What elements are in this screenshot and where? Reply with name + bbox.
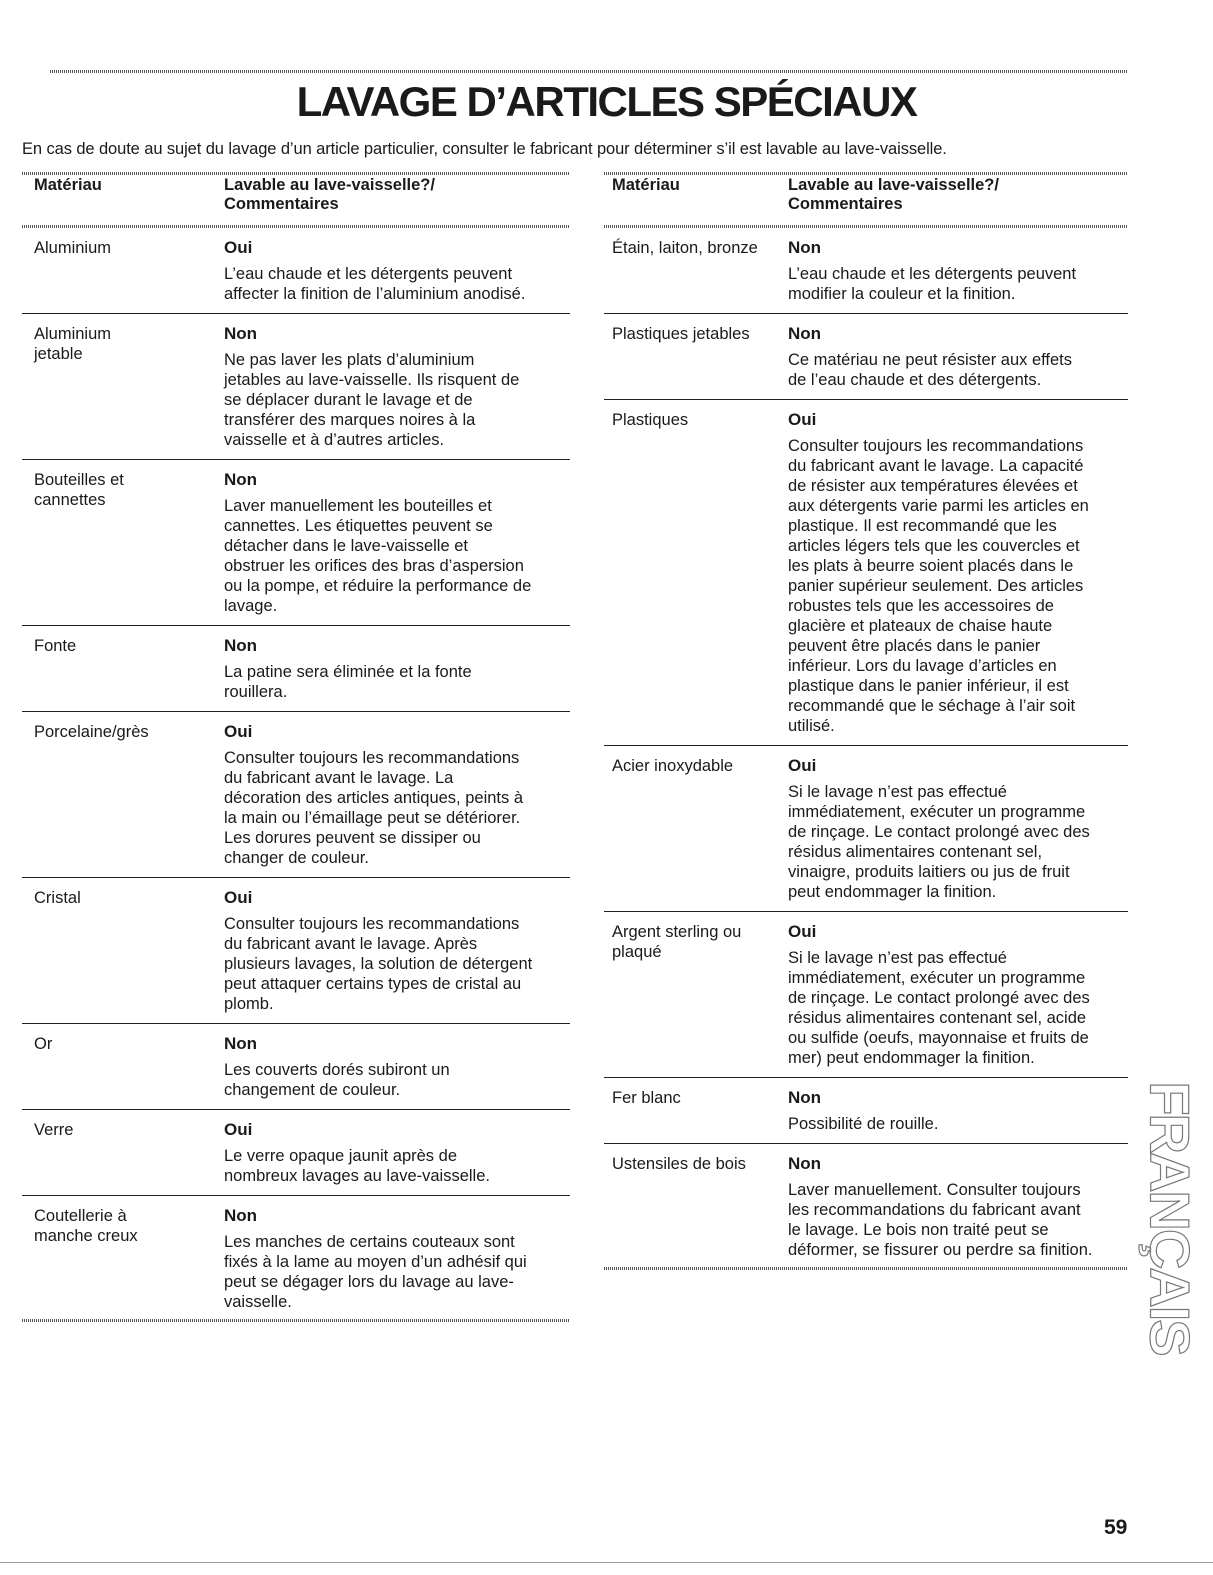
- comment-line: immédiatement, exécuter un programme: [788, 803, 1086, 821]
- bottom-rule: [0, 1562, 1213, 1563]
- comment-line: les plats à beurre soient placés dans le: [788, 557, 1074, 575]
- table-row: [22, 712, 570, 878]
- comment-line: de rinçage. Le contact prolongé avec des: [788, 823, 1090, 841]
- dishwasher-safe-verdict: Oui: [224, 888, 253, 907]
- comment-line: Consulter toujours les recommandations: [224, 749, 520, 767]
- comment-line: de résister aux températures élevées et: [788, 477, 1078, 495]
- table-row: [604, 912, 1128, 1078]
- material-name: [34, 238, 111, 258]
- comment-text: [224, 496, 531, 616]
- table-row: [22, 1024, 570, 1110]
- comment-line: lavage.: [224, 597, 278, 615]
- comment-text: [224, 914, 532, 1014]
- comment-line: jetables au lave-vaisselle. Ils risquent de: [224, 371, 520, 389]
- material-name-line: Fonte: [34, 637, 77, 655]
- comment-line: peut se dégager lors du lavage au lave-: [224, 1273, 514, 1291]
- header-dishwasher-safe-line: Lavable au lave-vaisselle?/: [788, 176, 999, 194]
- comment-line: transférer des marques noires à la: [224, 411, 476, 429]
- dishwasher-safe-verdict: Oui: [788, 756, 817, 775]
- material-name-line: Cristal: [34, 889, 81, 907]
- comment-line: Consulter toujours les recommandations: [788, 437, 1084, 455]
- comment-line: recommandé que le séchage à l’air soit: [788, 697, 1076, 715]
- material-name: [612, 1088, 681, 1108]
- comment-text: [788, 436, 1089, 736]
- comment-line: changer de couleur.: [224, 849, 369, 867]
- comment-line: cannettes. Les étiquettes peuvent se: [224, 517, 493, 535]
- header-comments-line: Commentaires: [788, 195, 903, 213]
- comment-line: vaisselle.: [224, 1293, 292, 1311]
- comment-text: [224, 1060, 450, 1100]
- comment-line: nombreux lavages au lave-vaisselle.: [224, 1167, 490, 1185]
- comment-line: utilisé.: [788, 717, 835, 735]
- dishwasher-safe-verdict: Oui: [224, 238, 253, 257]
- comment-line: fixés à la lame au moyen d’un adhésif qui: [224, 1253, 527, 1271]
- comment-line: Si le lavage n’est pas effectué: [788, 783, 1007, 801]
- dishwasher-safe-verdict: Oui: [224, 1120, 253, 1139]
- comment-line: obstruer les orifices des bras d’aspersion: [224, 557, 524, 575]
- table-row: [22, 626, 570, 712]
- materials-table-left: [22, 172, 570, 1322]
- comment-line: ou sulfide (oeufs, mayonnaise et fruits de: [788, 1029, 1089, 1047]
- material-name: [34, 1034, 52, 1054]
- material-name-line: Aluminium: [34, 325, 112, 343]
- material-name: [34, 636, 76, 656]
- comment-line: du fabricant avant le lavage. La: [224, 769, 454, 787]
- header-dishwasher-safe: [224, 176, 435, 214]
- comment-line: plomb.: [224, 995, 274, 1013]
- material-name: [612, 324, 750, 344]
- comment-line: les recommandations du fabricant avant: [788, 1201, 1081, 1219]
- material-name: [612, 922, 741, 962]
- material-name-line: Plastiques jetables: [612, 325, 750, 343]
- comment-line: vinaigre, produits laitiers ou jus de fruit: [788, 863, 1070, 881]
- comment-line: plastique dans le panier inférieur, il est: [788, 677, 1069, 695]
- comment-line: panier supérieur seulement. Des articles: [788, 577, 1084, 595]
- comment-text: [788, 350, 1072, 390]
- material-name-line: Verre: [34, 1121, 74, 1139]
- comment-line: Les dorures peuvent se dissiper ou: [224, 829, 481, 847]
- comment-text: [788, 1180, 1092, 1260]
- comment-text: [788, 948, 1090, 1068]
- material-name-line: Ustensiles de bois: [612, 1155, 746, 1173]
- header-dishwasher-safe: [788, 176, 999, 214]
- material-name: [34, 888, 81, 908]
- table-rows: [604, 228, 1128, 1270]
- table-row: [604, 1078, 1128, 1144]
- comment-line: Les manches de certains couteaux sont: [224, 1233, 515, 1251]
- material-name-line: Porcelaine/grès: [34, 723, 149, 741]
- comment-line: détacher dans le lave-vaisselle et: [224, 537, 468, 555]
- comment-text: [224, 1232, 527, 1312]
- table-header: [604, 172, 1128, 228]
- table-row: [604, 1144, 1128, 1270]
- table-row: [604, 228, 1128, 314]
- comment-line: la main ou l’émaillage peut se détériorer.: [224, 809, 521, 827]
- comment-line: peuvent être placés dans le panier: [788, 637, 1041, 655]
- top-rule: [50, 70, 1128, 73]
- table-row: [604, 746, 1128, 912]
- comment-line: plastique. Il est recommandé que les: [788, 517, 1057, 535]
- table-bottom-rule: [604, 1267, 1128, 1270]
- material-name: [34, 1120, 73, 1140]
- comment-line: résidus alimentaires contenant sel, acide: [788, 1009, 1087, 1027]
- material-name-line: Or: [34, 1035, 53, 1053]
- comment-text: [224, 1146, 490, 1186]
- material-name-line: Fer blanc: [612, 1089, 681, 1107]
- comment-line: plusieurs lavages, la solution de détergent: [224, 955, 533, 973]
- comment-line: peut attaquer certains types de cristal au: [224, 975, 522, 993]
- material-name-line: Acier inoxydable: [612, 757, 734, 775]
- comment-line: L’eau chaude et les détergents peuvent: [788, 265, 1077, 283]
- dishwasher-safe-verdict: Non: [788, 324, 822, 343]
- material-name-line: jetable: [34, 345, 83, 363]
- comment-line: ou la pompe, et réduire la performance de: [224, 577, 532, 595]
- intro-text: En cas de doute au sujet du lavage d’un article particulier, consulter le fabricant pour déterminer s’il est lavable au lave-vaisselle.: [22, 140, 947, 158]
- comment-line: peut endommager la finition.: [788, 883, 997, 901]
- comment-line: Laver manuellement. Consulter toujours: [788, 1181, 1081, 1199]
- comment-line: vaisselle et à d’autres articles.: [224, 431, 445, 449]
- comment-line: immédiatement, exécuter un programme: [788, 969, 1086, 987]
- table-row: [22, 1196, 570, 1322]
- table-row: [22, 878, 570, 1024]
- dishwasher-safe-verdict: Oui: [224, 722, 253, 741]
- table-row: [22, 460, 570, 626]
- dishwasher-safe-verdict: Non: [788, 1088, 822, 1107]
- table-header: [22, 172, 570, 228]
- table-row: [604, 400, 1128, 746]
- comment-line: Le verre opaque jaunit après de: [224, 1147, 457, 1165]
- comment-line: changement de couleur.: [224, 1081, 401, 1099]
- dishwasher-safe-verdict: Non: [788, 1154, 822, 1173]
- comment-line: La patine sera éliminée et la fonte: [224, 663, 472, 681]
- comment-text: [788, 782, 1090, 902]
- comment-text: [224, 350, 519, 450]
- comment-line: déformer, se fissurer ou perdre sa finition.: [788, 1241, 1093, 1259]
- comment-line: glacière et plateaux de chaise haute: [788, 617, 1053, 635]
- comment-line: rouillera.: [224, 683, 288, 701]
- comment-line: Ne pas laver les plats d’aluminium: [224, 351, 475, 369]
- table-rows: [22, 228, 570, 1322]
- material-name-line: Étain, laiton, bronze: [612, 239, 758, 257]
- comment-line: Consulter toujours les recommandations: [224, 915, 520, 933]
- table-row: [22, 1110, 570, 1196]
- dishwasher-safe-verdict: Oui: [788, 410, 817, 429]
- dishwasher-safe-verdict: Non: [224, 1206, 258, 1225]
- comment-line: articles légers tels que les couvercles et: [788, 537, 1080, 555]
- comment-line: Les couverts dorés subiront un: [224, 1061, 450, 1079]
- comment-line: Possibilité de rouille.: [788, 1115, 939, 1133]
- comment-line: Ce matériau ne peut résister aux effets: [788, 351, 1073, 369]
- page-title: LAVAGE D’ARTICLES SPÉCIAUX: [296, 78, 917, 125]
- page-number: 59: [1104, 1516, 1128, 1539]
- material-name: [612, 410, 688, 430]
- table-row: [22, 314, 570, 460]
- comment-line: aux détergents varie parmi les articles en: [788, 497, 1089, 515]
- comment-line: Laver manuellement les bouteilles et: [224, 497, 492, 515]
- table-row: [604, 314, 1128, 400]
- comment-text: [224, 748, 523, 868]
- comment-line: robustes tels que les accessoires de: [788, 597, 1054, 615]
- material-name-line: Plastiques: [612, 411, 689, 429]
- material-name: [612, 1154, 746, 1174]
- header-material: Matériau: [612, 176, 680, 194]
- material-name-line: plaqué: [612, 943, 662, 961]
- material-name-line: Aluminium: [34, 239, 112, 257]
- dishwasher-safe-verdict: Non: [224, 324, 258, 343]
- header-material: Matériau: [34, 176, 102, 194]
- comment-line: mer) peut endommager la finition.: [788, 1049, 1035, 1067]
- material-name: [612, 238, 758, 258]
- dishwasher-safe-verdict: Oui: [788, 922, 817, 941]
- header-comments-line: Commentaires: [224, 195, 339, 213]
- comment-line: se déplacer durant le lavage et de: [224, 391, 473, 409]
- material-name: [612, 756, 733, 776]
- material-name-line: Argent sterling ou: [612, 923, 742, 941]
- language-side-tab: FRANÇAIS: [1138, 1081, 1202, 1355]
- dishwasher-safe-verdict: Non: [224, 470, 258, 489]
- material-name: [34, 324, 111, 364]
- dishwasher-safe-verdict: Non: [224, 1034, 258, 1053]
- material-name: [34, 470, 124, 510]
- comment-line: affecter la finition de l’aluminium anodisé.: [224, 285, 526, 303]
- comment-text: [788, 264, 1076, 304]
- comment-line: résidus alimentaires contenant sel,: [788, 843, 1043, 861]
- comment-line: inférieur. Lors du lavage d’articles en: [788, 657, 1057, 675]
- comment-line: L’eau chaude et les détergents peuvent: [224, 265, 513, 283]
- material-name-line: Bouteilles et: [34, 471, 124, 489]
- dishwasher-safe-verdict: Non: [224, 636, 258, 655]
- comment-line: décoration des articles antiques, peints à: [224, 789, 524, 807]
- table-bottom-rule: [22, 1319, 570, 1322]
- comment-text: [788, 1114, 938, 1134]
- comment-text: [224, 264, 525, 304]
- comment-line: le lavage. Le bois non traité peut se: [788, 1221, 1049, 1239]
- comment-line: du fabricant avant le lavage. La capacité: [788, 457, 1084, 475]
- dishwasher-safe-verdict: Non: [788, 238, 822, 257]
- material-name: [34, 1206, 138, 1246]
- materials-table-right: [604, 172, 1128, 1270]
- material-name-line: Coutellerie à: [34, 1207, 127, 1225]
- material-name-line: manche creux: [34, 1227, 138, 1245]
- comment-line: Si le lavage n’est pas effectué: [788, 949, 1007, 967]
- comment-line: modifier la couleur et la finition.: [788, 285, 1016, 303]
- comment-text: [224, 662, 472, 702]
- comment-line: de rinçage. Le contact prolongé avec des: [788, 989, 1090, 1007]
- table-row: [22, 228, 570, 314]
- material-name: [34, 722, 149, 742]
- header-dishwasher-safe-line: Lavable au lave-vaisselle?/: [224, 176, 435, 194]
- comment-line: du fabricant avant le lavage. Après: [224, 935, 478, 953]
- material-name-line: cannettes: [34, 491, 106, 509]
- comment-line: de l’eau chaude et des détergents.: [788, 371, 1042, 389]
